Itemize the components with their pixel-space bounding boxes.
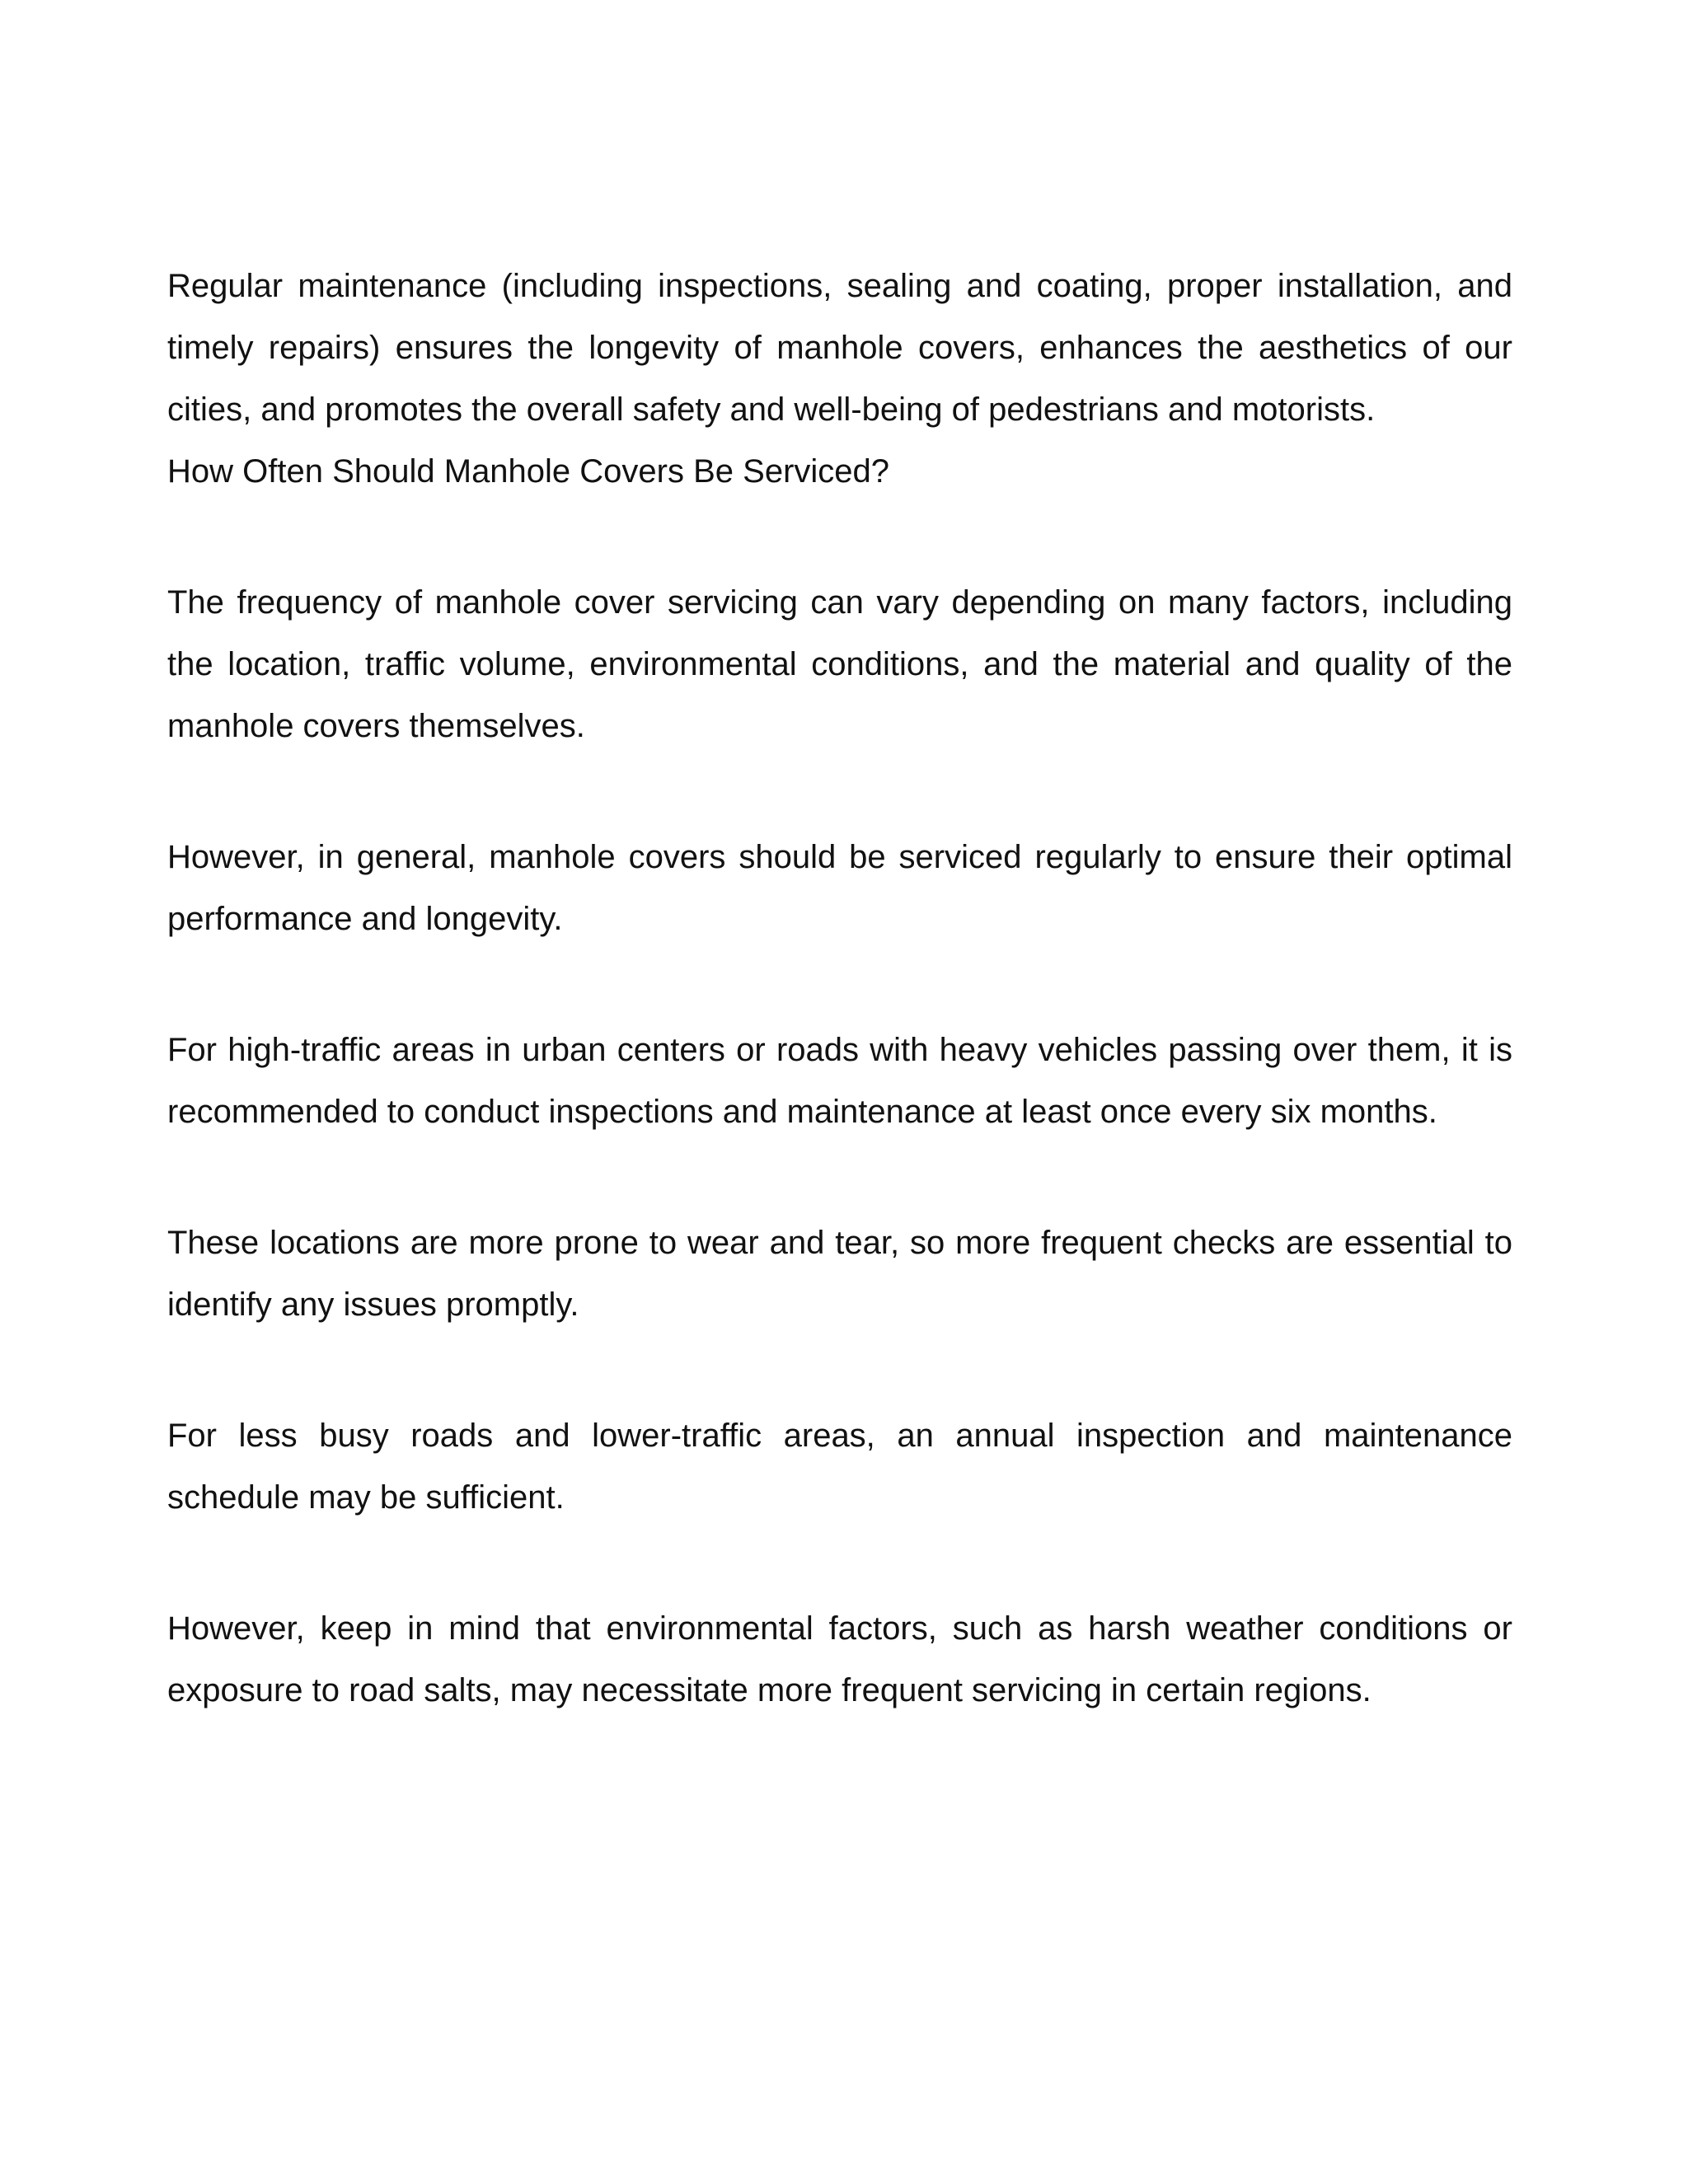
paragraph-intro: Regular maintenance (including inspections, sealing and coating, proper installation, and timely repairs) ensures the longevity of manhole covers, enhances the aesthetics of our cities, and promotes the overall safety and well-being of pedestrians and motorists. bbox=[167, 268, 1512, 428]
document-page bbox=[167, 255, 1512, 1722]
paragraph-general: However, in general, manhole covers should be serviced regularly to ensure their optimal performance and longevity. bbox=[167, 839, 1512, 937]
section-heading: How Often Should Manhole Covers Be Serviced? bbox=[167, 453, 890, 490]
paragraph-frequency: The frequency of manhole cover servicing can vary depending on many factors, including the location, traffic volume, environmental conditions, and the material and quality of the manhole covers themselves. bbox=[167, 584, 1512, 744]
paragraph-environmental: However, keep in mind that environmental factors, such as harsh weather conditions or exposure to road salts, may necessitate more frequent servicing in certain regions. bbox=[167, 1610, 1512, 1708]
paragraph-low-traffic: For less busy roads and lower-traffic areas, an annual inspection and maintenance schedule may be sufficient. bbox=[167, 1418, 1512, 1516]
paragraph-wear-and-tear: These locations are more prone to wear and tear, so more frequent checks are essential to identify any issues promptly. bbox=[167, 1225, 1512, 1323]
paragraph-high-traffic: For high-traffic areas in urban centers or roads with heavy vehicles passing over them, it is recommended to conduct inspections and maintenance at least once every six months. bbox=[167, 1032, 1512, 1130]
